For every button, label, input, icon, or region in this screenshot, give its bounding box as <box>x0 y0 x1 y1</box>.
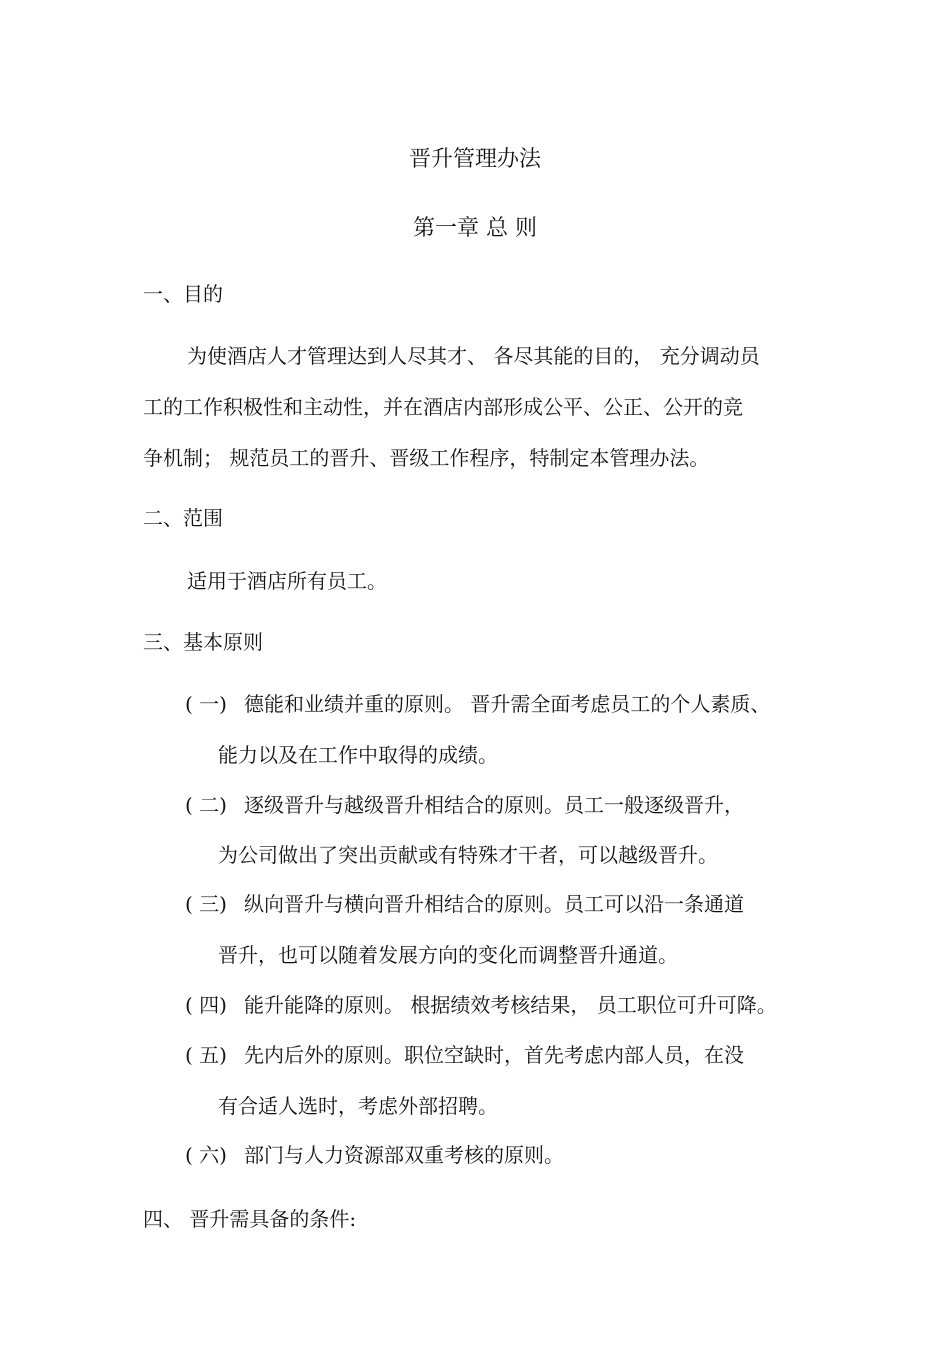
section-heading-principles: 三、基本原则 <box>143 630 263 654</box>
paragraph-line: 工的工作积极性和主动性，并在酒店内部形成公平、公正、公开的竞 <box>143 395 743 419</box>
list-item-number: ( 五) <box>185 1043 227 1067</box>
list-item-text: 能升能降的原则。 根据绩效考核结果， 员工职位可升可降。 <box>244 993 777 1017</box>
paragraph-line: 争机制； 规范员工的晋升、晋级工作程序，特制定本管理办法。 <box>143 446 710 470</box>
paragraph-line: 为使酒店人才管理达到人尽其才、 各尽其能的目的， 充分调动员 <box>187 344 760 368</box>
list-item-text: 有合适人选时，考虑外部招聘。 <box>218 1094 498 1118</box>
list-item-text: 纵向晋升与横向晋升相结合的原则。员工可以沿一条通道 <box>244 892 744 916</box>
list-item-text: 能力以及在工作中取得的成绩。 <box>218 743 498 767</box>
list-item-text: 部门与人力资源部双重考核的原则。 <box>244 1143 564 1167</box>
list-item-text: 为公司做出了突出贡献或有特殊才干者，可以越级晋升。 <box>218 843 718 867</box>
list-item-text: 逐级晋升与越级晋升相结合的原则。员工一般逐级晋升， <box>244 793 744 817</box>
list-item-text: 晋升，也可以随着发展方向的变化而调整晋升通道。 <box>218 943 678 967</box>
list-item-number: ( 一) <box>185 692 227 716</box>
document-title: 晋升管理办法 <box>408 147 541 172</box>
chapter-heading: 第一章 总 则 <box>413 216 537 241</box>
section-heading-purpose: 一、目的 <box>143 282 223 306</box>
list-item-text: 德能和业绩并重的原则。 晋升需全面考虑员工的个人素质、 <box>244 692 771 716</box>
list-item-number: ( 四) <box>185 993 227 1017</box>
section-heading-conditions: 四、 晋升需具备的条件: <box>143 1207 357 1231</box>
list-item-text: 先内后外的原则。职位空缺时，首先考虑内部人员，在没 <box>244 1043 744 1067</box>
list-item-number: ( 六) <box>185 1143 227 1167</box>
section-heading-scope: 二、范围 <box>143 506 223 530</box>
list-item-number: ( 二) <box>185 793 227 817</box>
paragraph-line: 适用于酒店所有员工。 <box>187 569 387 593</box>
list-item-number: ( 三) <box>185 892 227 916</box>
